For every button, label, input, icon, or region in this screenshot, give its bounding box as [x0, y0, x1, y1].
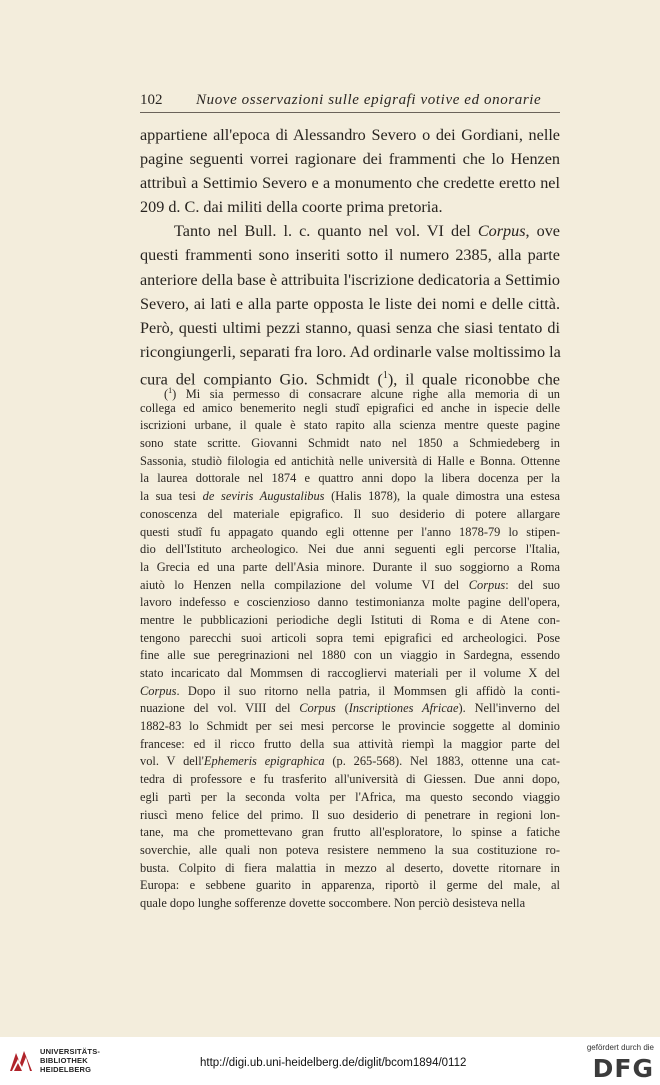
page-number: 102 [140, 92, 163, 108]
footnote-line: conoscenza del materiale epigrafico. Il suo desiderio di potere allargare [140, 506, 560, 521]
running-title: Nuove osservazioni sulle epigrafi votive ed onorarie [196, 92, 542, 108]
footnote-line: busta. Colpito di fiera malattia in mezzo al deserto, dovette ritornare in [140, 860, 560, 875]
text-line: attribuì a Settimio Severo e a monumento che credette eretto nel [140, 174, 560, 193]
footnote-line: vol. V dell'Ephemeris epigraphica (p. 265-568). Nel 1883, ottenne una cat- [140, 754, 560, 769]
footnote-line: questi studî fu appagato quando egli ottenne per l'anno 1878-79 lo stipen- [140, 524, 560, 539]
footnote [140, 382, 560, 913]
text-line: Severo, ai lati e alla parte opposta le liste dei nomi e delle città. [140, 294, 560, 313]
text-line-fragment: Tanto nel Bull. l. c. quanto nel vol. VI del Corpus, ove [174, 222, 560, 241]
text-line: anteriore della base è attribuita l'iscrizione dedicatoria a Settimio [140, 270, 561, 289]
footnote-line: tedra di professore e fu trasferito all'università di Giessen. Due anni dopo, [140, 772, 560, 787]
footnote-line: fine alle sue peregrinazioni nel 1880 con un viaggio in Sardegna, essendo [140, 648, 560, 663]
footnote-line: nuazione del vol. VIII del Corpus (Inscriptiones Africae). Nell'inverno del [140, 701, 560, 716]
footnote-line: sono state scritte. Giovanni Schmidt nato nel 1850 a Schmiedeberg in [140, 436, 560, 451]
footnote-line: la sua tesi de seviris Augustalibus (Halis 1878), la quale dimostra una estesa [140, 489, 560, 504]
university-library-logo-icon [6, 1045, 36, 1075]
footnote-line: collega ed amico benemerito negli studî epigrafici ed anche in ispecie delle [140, 400, 560, 415]
footnote-line: dio dell'Istituto archeologico. Nei due anni seguenti egli percorse l'Italia, [140, 542, 560, 557]
text-line: ricongiungerli, separati fra loro. Ad ordinarle valse moltissimo la [140, 342, 561, 361]
text-line [140, 219, 560, 243]
footnote-line: Sassonia, studiò filologia ed antichità nelle università di Halle e Bonna. Ottenne [140, 453, 560, 468]
text-line: 209 d. C. dai militi della coorte prima pretoria. [140, 198, 443, 217]
footnote-line: quale dopo lunghe sofferenze dovette soccombere. Non perciò desisteva nella [140, 895, 526, 910]
library-name: UNIVERSITÄTS- BIBLIOTHEK HEIDELBERG [40, 1047, 101, 1074]
footnote-line: Europa: e sebbene guarito in apparenza, riportò il germe del male, al [140, 878, 560, 893]
footnote-line: soverchie, alle quali non poteva resistere nemmeno la sua costituzione ro- [140, 842, 560, 857]
running-header [140, 92, 558, 109]
footnote-line: la laurea dottorale nel 1874 e quattro anni dopo la libera docenza per la [140, 471, 560, 486]
footnote-line: riuscì meno felice del primo. Il suo desiderio di penetrare in regioni lon- [140, 807, 560, 822]
dfg-logo: DFG [592, 1054, 654, 1083]
footnote-line: lavoro indefesso e coscienzioso danno testimonianza molte pagine dell'opera, [140, 595, 560, 610]
footnote-line: tane, ma che promettevano gran frutto all'esploratore, lo spinse a fatiche [140, 825, 560, 840]
viewer-footer [0, 1037, 660, 1085]
header-rule [140, 112, 560, 113]
text-line: cura del compianto Gio. Schmidt ($^1$), il quale riconobbe che [140, 369, 560, 389]
footnote-line: ($^1$) Mi sia permesso di consacrare alcune righe alla memoria di un [164, 386, 560, 402]
funded-by-label: gefördert durch die [586, 1043, 654, 1052]
text-line: Però, questi ultimi pezzi stanno, quasi senza che siasi tentato di [140, 318, 560, 337]
footnote-line: iscrizioni urbane, il quale è stato rapito alla scienza mentre queste pagine [140, 418, 560, 433]
footnote-line: la Grecia ed una parte dell'Asia minore. Durante il suo soggiorno a Roma [140, 559, 560, 574]
footnote-line: francese: ed il ricco frutto della sua attività riempì la maggior parte del [140, 736, 560, 751]
text-line: pagine seguenti vorrei ragionare dei frammenti che lo Henzen [140, 150, 560, 169]
permalink-url[interactable]: http://digi.ub.uni-heidelberg.de/diglit/bcom1894/0112 [200, 1057, 467, 1069]
text-line: questi frammenti sono inseriti sotto il numero 2385, alla parte [140, 246, 560, 265]
footnote-line: 1882-83 lo Schmidt per sei mesi percorse le provincie soggette al dominio [140, 719, 560, 734]
main-text [140, 123, 560, 388]
footnote-line: aiutò lo Henzen nella compilazione del volume VI del Corpus: del suo [140, 577, 560, 592]
footnote-line: Corpus. Dopo il suo ritorno nella patria, il Mommsen gli affidò la conti- [140, 683, 560, 698]
footnote-line: egli partì per la seconda volta per l'Africa, ma questo secondo viaggio [140, 789, 560, 804]
footnote-line: stato incaricato dal Mommsen di raccogliervi materiali per il volume X del [140, 666, 560, 680]
footnote-line: mentre le pubblicazioni periodiche degli Istituti di Roma e di Atene con- [140, 612, 560, 627]
text-line: appartiene all'epoca di Alessandro Severo o dei Gordiani, nelle [140, 126, 560, 144]
footnote-line: tengono parecchi suoi articoli sopra temi epigrafici ed archeologici. Pose [140, 630, 560, 645]
